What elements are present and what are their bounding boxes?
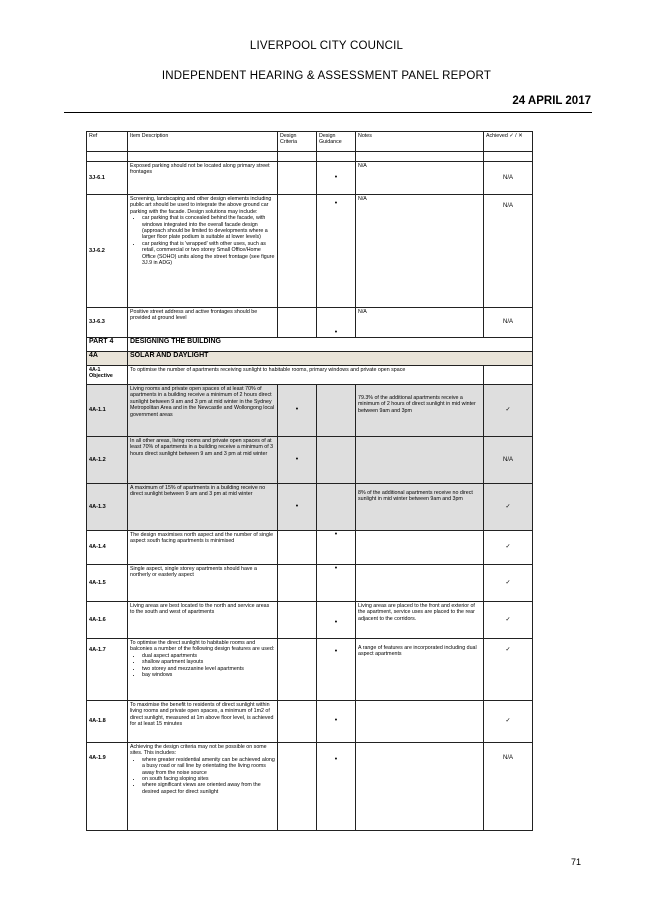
row-ref: 4A-1.3 (87, 484, 128, 531)
row-criteria (278, 701, 317, 743)
bullet-item: • two storey and mezzanine level apartments (142, 666, 275, 672)
row-achieved: ✓ (484, 531, 533, 565)
row-description: Screening, landscaping and other design elements including public art should be used to integrate the above ground car parking with the facade. Design solutions may include: (130, 196, 272, 215)
spacer-row (87, 152, 533, 162)
row-guidance: • (317, 195, 356, 308)
row-achieved: ✓ (484, 385, 533, 437)
row-notes (356, 743, 484, 831)
row-notes: N/A (356, 308, 484, 338)
row-guidance: • (317, 565, 356, 602)
row-criteria (278, 162, 317, 195)
row-ref: 4A-1.9 (87, 743, 128, 831)
row-description: Positive street address and active frontages should be provided at ground level (128, 308, 278, 338)
row-notes: A range of features are incorporated including dual aspect apartments (356, 639, 484, 701)
row-description: Single aspect, single storey apartments should have a northerly or easterly aspect (128, 565, 278, 602)
row-guidance (317, 437, 356, 484)
report-title: INDEPENDENT HEARING & ASSESSMENT PANEL REPORT (161, 70, 492, 82)
row-achieved: ✓ (484, 701, 533, 743)
bullet-list (130, 653, 275, 679)
row-description-cell (128, 639, 278, 701)
header-description: Item Description (128, 132, 278, 152)
row-ref: 4A-1.2 (87, 437, 128, 484)
row-notes (356, 531, 484, 565)
row-achieved: ✓ (484, 639, 533, 701)
row-description: Living rooms and private open spaces of at least 70% of apartments in a building receive a minimum of 2 hours direct sunlight between 9 am and 3 pm at mid winter in the Sydney Metropolitan Area and in the Newcastle and Wollongong local government areas (128, 385, 278, 437)
bullet-list (130, 757, 275, 795)
row-ref: 3J-6.3 (87, 308, 128, 338)
row-description: To optimise the direct sunlight to habitable rooms and balconies a number of the following design features are used: (130, 640, 275, 653)
row-criteria: • (278, 484, 317, 531)
objective-row (87, 366, 533, 385)
header-criteria: Design Criteria (278, 132, 317, 152)
objective-achieved (484, 366, 533, 385)
table-row (87, 701, 533, 743)
bullet-item: • shallow apartment layouts (142, 659, 275, 665)
table-row (87, 484, 533, 531)
part-row (87, 338, 533, 352)
row-notes: Living areas are placed to the front and exterior of the apartment, service uses are placed to the rear adjacent to the corridors. (356, 602, 484, 639)
table-row (87, 565, 533, 602)
assessment-table (86, 131, 533, 831)
row-guidance (317, 385, 356, 437)
row-achieved: N/A (484, 162, 533, 195)
table-row (87, 437, 533, 484)
objective-ref: 4A-1 Objective (87, 366, 128, 385)
row-ref: 4A-1.5 (87, 565, 128, 602)
row-notes (356, 437, 484, 484)
header-rule (64, 112, 592, 113)
row-description: Achieving the design criteria may not be possible on some sites. This includes: (130, 744, 267, 757)
section-ref: 4A (87, 352, 128, 366)
row-guidance: • (317, 743, 356, 831)
bullet-list (130, 215, 275, 266)
row-ref: 4A-1.6 (87, 602, 128, 639)
row-criteria: • (278, 437, 317, 484)
section-row (87, 352, 533, 366)
row-ref: 4A-1.8 (87, 701, 128, 743)
table-row (87, 195, 533, 308)
row-achieved: ✓ (484, 565, 533, 602)
table-row (87, 531, 533, 565)
council-name: LIVERPOOL CITY COUNCIL (249, 40, 404, 52)
row-criteria (278, 602, 317, 639)
row-guidance: • (317, 639, 356, 701)
header-notes: Notes (356, 132, 484, 152)
header-ref: Ref (87, 132, 128, 152)
section-title: SOLAR AND DAYLIGHT (128, 352, 533, 366)
row-ref: 4A-1.4 (87, 531, 128, 565)
row-achieved: N/A (484, 195, 533, 308)
table-row (87, 639, 533, 701)
row-guidance: • (317, 308, 356, 338)
row-criteria: • (278, 385, 317, 437)
row-description: In all other areas, living rooms and private open spaces of at least 70% of apartments in a building receive a minimum of 3 hours direct sunlight between 9 am and 3 pm at mid winter (128, 437, 278, 484)
header-achieved: Achieved ✓ / ✕ (484, 132, 533, 152)
row-notes (356, 565, 484, 602)
objective-text: To optimise the number of apartments receiving sunlight to habitable rooms, primary windows and private open space (128, 366, 484, 385)
table-row (87, 743, 533, 831)
bullet-item: • where significant views are oriented away from the desired aspect for direct sunlight (142, 782, 275, 795)
row-notes (356, 701, 484, 743)
row-description: A maximum of 15% of apartments in a building receive no direct sunlight between 9 am and 3 pm at mid winter (128, 484, 278, 531)
page-number: 71 (570, 857, 581, 867)
bullet-item: • car parking that is concealed behind the facade, with windows integrated into the overall facade design (approach should be limited to developments where a larger floor plate podium is suitable at lower levels) (142, 215, 275, 241)
row-description-cell (128, 195, 278, 308)
row-achieved: N/A (484, 743, 533, 831)
bullet-item: • where greater residential amenity can be achieved along a busy road or rail line by orientating the living rooms away from the noise source (142, 757, 275, 776)
table-row (87, 162, 533, 195)
row-ref: 3J-6.2 (87, 195, 128, 308)
row-ref: 3J-6.1 (87, 162, 128, 195)
header-guidance: Design Guidance (317, 132, 356, 152)
part-title: DESIGNING THE BUILDING (128, 338, 533, 352)
row-description: Living areas are best located to the north and service areas to the south and west of apartments (128, 602, 278, 639)
row-criteria (278, 565, 317, 602)
row-guidance: • (317, 162, 356, 195)
table-row (87, 385, 533, 437)
table-row (87, 602, 533, 639)
row-notes: 79.3% of the additional apartments receive a minimum of 2 hours of direct sunlight in mid winter between 9am and 3pm (356, 385, 484, 437)
row-description: To maximise the benefit to residents of direct sunlight within living rooms and private open spaces, a minimum of 1m2 of direct sunlight, measured at 1m above floor level, is achieved for at least 15 minutes (128, 701, 278, 743)
bullet-item: • dual aspect apartments (142, 653, 275, 659)
row-description: The design maximises north aspect and the number of single aspect south facing apartments is minimised (128, 531, 278, 565)
row-notes: N/A (356, 162, 484, 195)
row-notes: N/A (356, 195, 484, 308)
row-achieved: ✓ (484, 602, 533, 639)
table-header-row (87, 132, 533, 152)
row-ref: 4A-1.1 (87, 385, 128, 437)
row-criteria (278, 531, 317, 565)
row-description-cell (128, 743, 278, 831)
row-criteria (278, 743, 317, 831)
row-notes: 8% of the additional apartments receive no direct sunlight in mid winter between 9am and 3pm (356, 484, 484, 531)
row-guidance (317, 484, 356, 531)
row-ref: 4A-1.7 (87, 639, 128, 701)
row-guidance: • (317, 531, 356, 565)
row-guidance: • (317, 701, 356, 743)
table-row (87, 308, 533, 338)
bullet-item: • car parking that is 'wrapped' with other uses, such as retail, commercial or two storey Small Office/Home Office (SOHO) units along the street frontage (see figure 3J.9 in ADG) (142, 241, 275, 267)
row-achieved: ✓ (484, 484, 533, 531)
row-description: Exposed parking should not be located along primary street frontages (128, 162, 278, 195)
report-date: 24 APRIL 2017 (512, 95, 591, 107)
bullet-item: • bay windows (142, 672, 275, 678)
row-criteria (278, 639, 317, 701)
row-criteria (278, 195, 317, 308)
part-ref: PART 4 (87, 338, 128, 352)
row-guidance: • (317, 602, 356, 639)
row-criteria (278, 308, 317, 338)
row-achieved: N/A (484, 437, 533, 484)
bullet-item: • on south facing sloping sites (142, 776, 275, 782)
row-achieved: N/A (484, 308, 533, 338)
